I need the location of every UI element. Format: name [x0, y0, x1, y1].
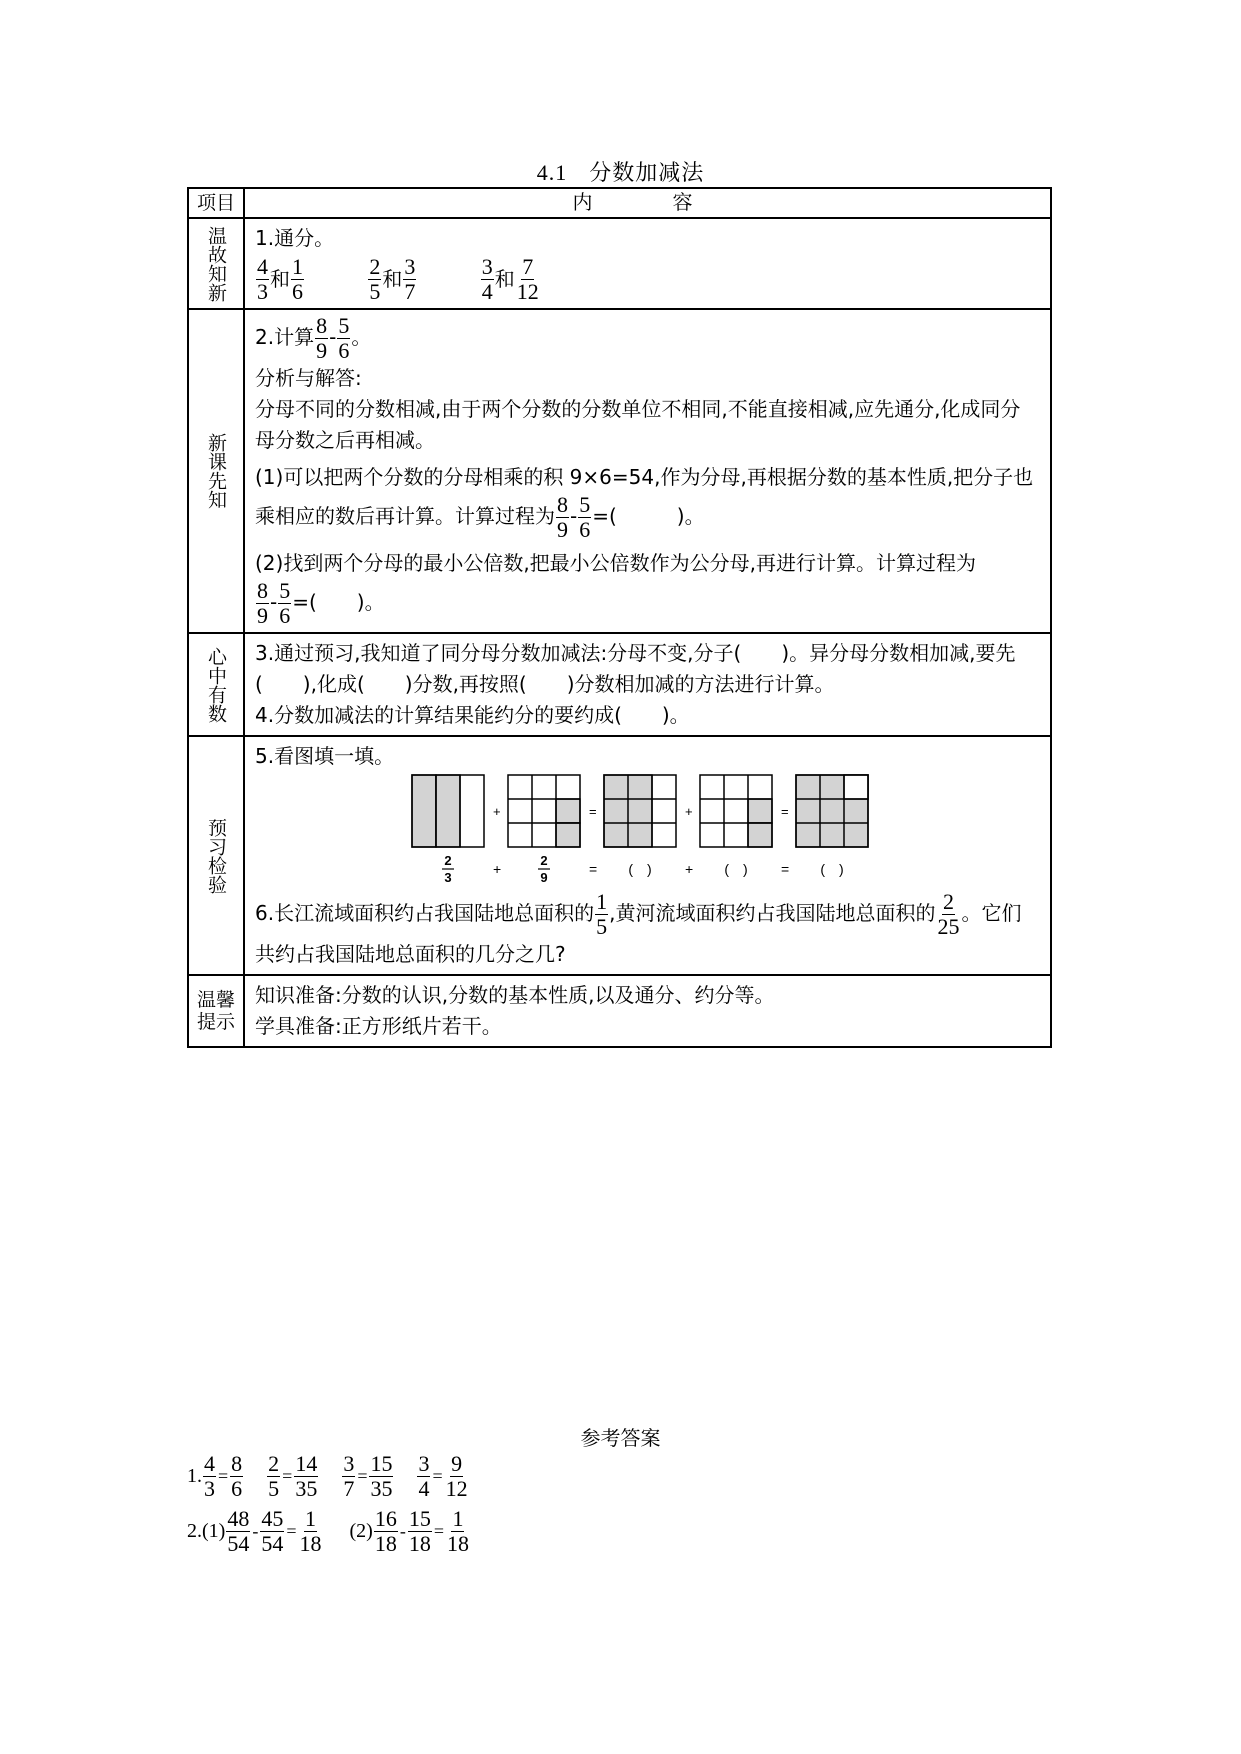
grid-ninths-1: [508, 775, 580, 847]
label-f1-den: 3: [444, 870, 452, 885]
header-content: 内 容: [244, 188, 1051, 218]
equals-sign: =: [781, 861, 790, 877]
answer-pair: $\frac{2}{5}$ = $\frac{14}{35}$: [268, 1451, 318, 1501]
check-label: 预习检验: [188, 736, 244, 975]
fraction: $\frac{3}{4}$: [481, 254, 493, 304]
tips-content: [244, 975, 1051, 1047]
analysis-paragraph: 分母不同的分数相减,由于两个分数的分数单位不相同,不能直接相减,应先通分,化成同分母分数之后再相减。: [255, 397, 1021, 452]
q2-line: 2.计算 $\frac{8}{9}$ - $\frac{5}{6}$ 。: [255, 313, 372, 363]
header-item: 项目: [188, 188, 244, 218]
equals-sign: =: [589, 804, 597, 819]
label-f1-num: 2: [444, 853, 452, 868]
blank-paren: ( ): [820, 861, 844, 877]
fraction: $\frac{1}{6}$: [292, 254, 303, 304]
review-row: [188, 218, 1051, 309]
fraction: $\frac{5}{6}$: [338, 313, 350, 363]
q6-line: 6.长江流域面积约占我国陆地总面积的 $\frac{1}{5}$ ,黄河流域面积约占我国陆地总面积的 $\frac{2}{25}$ 。它们共约占我国陆地总面积的几分之几?: [255, 889, 1022, 966]
pair-3: $\frac{3}{4}$ 和 $\frac{7}{12}$: [481, 254, 539, 304]
mind-content: [244, 633, 1051, 736]
label-f2-num: 2: [540, 853, 548, 868]
equals-sign: =: [781, 804, 789, 819]
mind-row: [188, 633, 1051, 736]
answers-block: [187, 1452, 987, 1560]
worksheet-table: [187, 187, 1052, 1048]
q1-text: 1.通分。: [255, 226, 335, 250]
answer-pair: $\frac{4}{3}$ = $\frac{8}{6}$: [204, 1451, 243, 1501]
fraction: $\frac{2}{5}$: [369, 254, 381, 304]
pair-1: $\frac{4}{3}$ 和 $\frac{1}{6}$: [257, 254, 303, 304]
fraction: $\frac{7}{12}$: [516, 254, 539, 304]
page-title: [0, 156, 1241, 187]
tips-line-2: 学具准备:正方形纸片若干。: [255, 1014, 502, 1038]
blank-paren: ( ): [724, 861, 748, 877]
fraction: $\frac{2}{25}$: [937, 889, 960, 939]
preview-content: [244, 309, 1051, 633]
label-f2-den: 9: [540, 870, 548, 885]
fraction: $\frac{8}{9}$: [316, 313, 328, 363]
equals-sign: =: [589, 861, 598, 877]
grid-ninths-2: [604, 775, 676, 847]
fraction-diagram: [255, 774, 1098, 886]
plus-sign: +: [685, 861, 694, 877]
answer-calc-1: $\frac{48}{54}$ - $\frac{45}{54}$ = $\frac{1}{18}$: [227, 1506, 322, 1556]
mind-label: 心中有数: [188, 633, 244, 736]
tips-label: 温馨提示: [188, 975, 244, 1047]
answer-calc-2: $\frac{16}{18}$ - $\frac{15}{18}$ = $\frac{1}{18}$: [374, 1506, 469, 1556]
plus-sign: +: [685, 804, 693, 819]
fraction: $\frac{8}{9}$: [257, 578, 268, 628]
q1-pairs: [255, 252, 1040, 304]
tips-row: [188, 975, 1051, 1047]
review-content: [244, 218, 1051, 309]
fraction: $\frac{5}{6}$: [579, 492, 591, 542]
answer-2: 2.(1) $\frac{48}{54}$ - $\frac{45}{54}$ = $\frac{1}{18}$ (2) $\frac{16}{18}$ - $\frac{15}{18}$ = $\frac{1}{18}$: [187, 1506, 469, 1556]
grid-thirds: [412, 775, 484, 847]
plus-sign: +: [493, 861, 502, 877]
title-number: 4.1: [536, 160, 568, 185]
answer-1: 1. $\frac{4}{3}$ = $\frac{8}{6}$ $\frac{2}{5}$ = $\frac{14}{35}$ $\frac{3}{7}$ = $\frac{15}{35}$ $\frac{3}{4}$ = $\frac{9}{12}$: [187, 1451, 468, 1501]
preview-label: 新课先知: [188, 309, 244, 633]
fraction: $\frac{3}{7}$: [404, 254, 416, 304]
fraction: $\frac{4}{3}$: [257, 254, 268, 304]
pair-2: $\frac{2}{5}$ 和 $\frac{3}{7}$: [369, 254, 416, 304]
method-2: (2)找到两个分母的最小公倍数,把最小公倍数作为公分母,再进行计算。计算过程为 $\frac{8}{9}$ - $\frac{5}{6}$ =( )。: [255, 551, 977, 628]
table-header-row: [188, 188, 1051, 218]
fraction: $\frac{1}{5}$: [596, 889, 608, 939]
answer-pair: $\frac{3}{4}$ = $\frac{9}{12}$: [418, 1451, 468, 1501]
grid-ninths-3: [700, 775, 772, 847]
blank-paren: ( ): [628, 861, 652, 877]
title-text: 分数加减法: [589, 161, 705, 186]
answer-pair: $\frac{3}{7}$ = $\frac{15}{35}$: [343, 1451, 393, 1501]
answers-title: 参考答案: [580, 1426, 661, 1450]
method-1: (1)可以把两个分数的分母相乘的积 9×6=54,作为分母,再根据分数的基本性质,把分子也乘相应的数后再计算。计算过程为 $\frac{8}{9}$ - $\frac{5}{6}$ =( )。: [255, 465, 1034, 542]
grid-ninths-4: [796, 775, 868, 847]
plus-sign: +: [493, 804, 501, 819]
review-label: 温故知新: [188, 218, 244, 309]
q5-text: 5.看图填一填。: [255, 744, 395, 768]
fraction: $\frac{8}{9}$: [557, 492, 568, 542]
q4-text: 4.分数加减法的计算结果能约分的要约成( )。: [255, 703, 690, 727]
preview-row: [188, 309, 1051, 633]
q3-text: 3.通过预习,我知道了同分母分数加减法:分母不变,分子( )。异分母分数相加减,要先( ),化成( )分数,再按照( )分数相加减的方法进行计算。: [255, 641, 1016, 696]
check-row: [188, 736, 1051, 975]
tips-line-1: 知识准备:分数的认识,分数的基本性质,以及通分、约分等。: [255, 983, 775, 1007]
check-content: [244, 736, 1051, 975]
analysis-heading: 分析与解答:: [255, 366, 362, 390]
fraction: $\frac{5}{6}$: [279, 578, 291, 628]
